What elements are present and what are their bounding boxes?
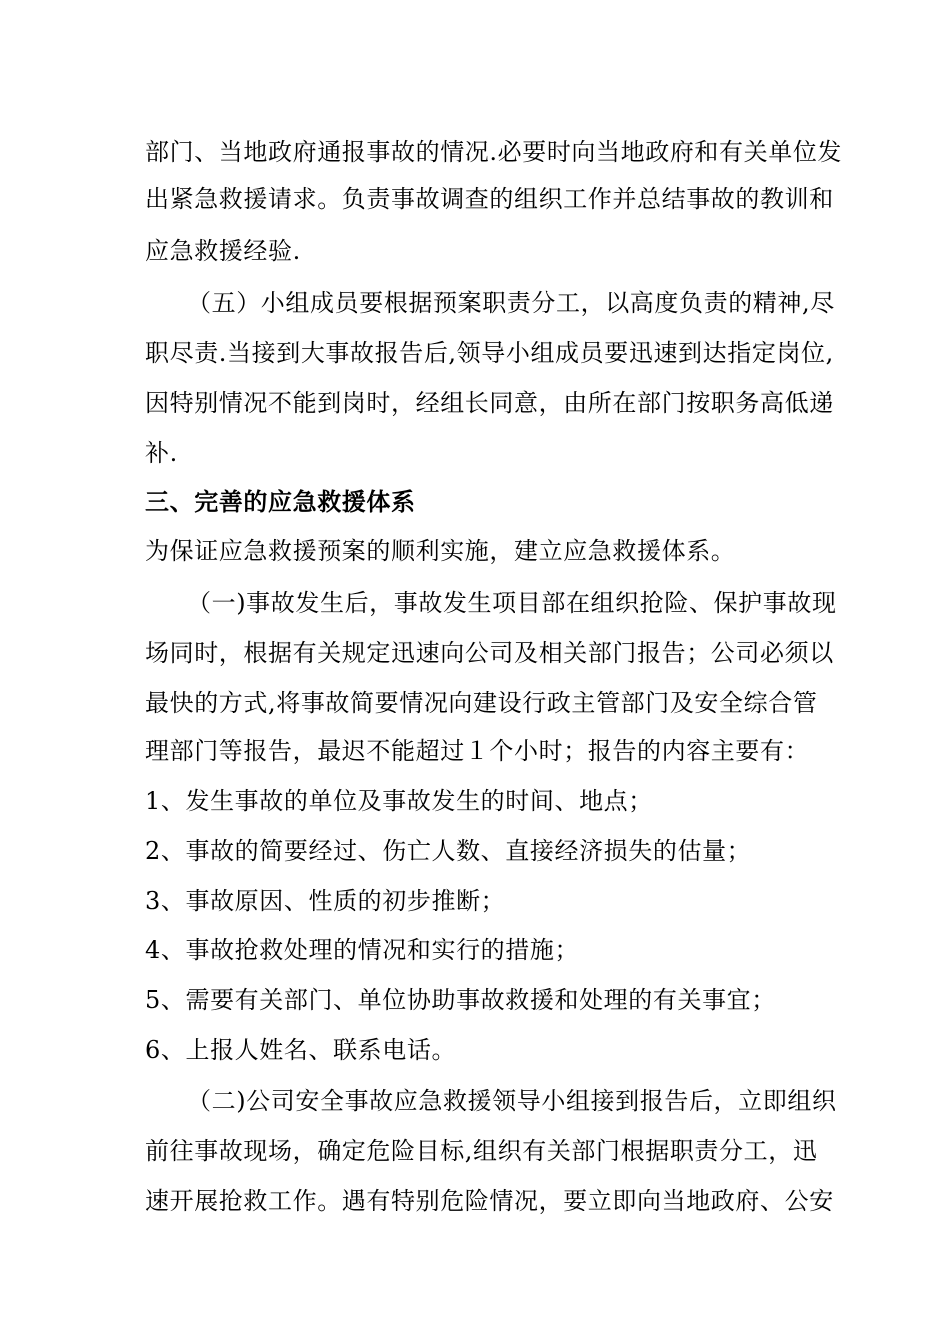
section-heading: 三、完善的应急救援体系 bbox=[145, 488, 416, 516]
paragraph-two-start: （二)公司安全事故应急救援领导小组接到报告后，立即组织 bbox=[187, 1087, 837, 1115]
list-item: 6、上报人姓名、联系电话。 bbox=[145, 1036, 457, 1064]
list-item: 1、发生事故的单位及事故发生的时间、地点； bbox=[145, 787, 653, 815]
body-text-line: 理部门等报告，最迟不能超过１个小时；报告的内容主要有： bbox=[145, 737, 810, 765]
list-item: 2、事故的简要经过、伤亡人数、直接经济损失的估量； bbox=[145, 837, 752, 865]
body-text-line: 速开展抢救工作。遇有特别危险情况，要立即向当地政府、公安 bbox=[145, 1187, 834, 1215]
body-text-line: 部门、当地政府通报事故的情况.必要时向当地政府和有关单位发 bbox=[145, 138, 843, 166]
list-item: 3、事故原因、性质的初步推断； bbox=[145, 887, 506, 915]
body-text-line: 补. bbox=[145, 439, 178, 467]
body-text-line: 职尽责.当接到大事故报告后,领导小组成员要迅速到达指定岗位, bbox=[145, 339, 834, 367]
body-text-line: 为保证应急救援预案的顺利实施，建立应急救援体系。 bbox=[145, 537, 736, 565]
body-text-line: 出紧急救援请求。负责事故调查的组织工作并总结事故的教训和 bbox=[145, 185, 834, 213]
body-text-line: 因特别情况不能到岗时，经组长同意，由所在部门按职务高低递 bbox=[145, 389, 834, 417]
body-text-line: 场同时，根据有关规定迅速向公司及相关部门报告；公司必须以 bbox=[145, 639, 834, 667]
paragraph-five-start: （五）小组成员要根据预案职责分工，以高度负责的精神,尽 bbox=[187, 289, 835, 317]
body-text-line: 最快的方式,将事故简要情况向建设行政主管部门及安全综合管 bbox=[145, 689, 818, 717]
list-item: 5、需要有关部门、单位协助事故救援和处理的有关事宜； bbox=[145, 986, 776, 1014]
paragraph-one-start: （一)事故发生后，事故发生项目部在组织抢险、保护事故现 bbox=[187, 589, 837, 617]
body-text-line: 前往事故现场，确定危险目标,组织有关部门根据职责分工，迅 bbox=[145, 1137, 818, 1165]
body-text-line: 应急救援经验. bbox=[145, 237, 301, 265]
list-item: 4、事故抢救处理的情况和实行的措施； bbox=[145, 936, 580, 964]
